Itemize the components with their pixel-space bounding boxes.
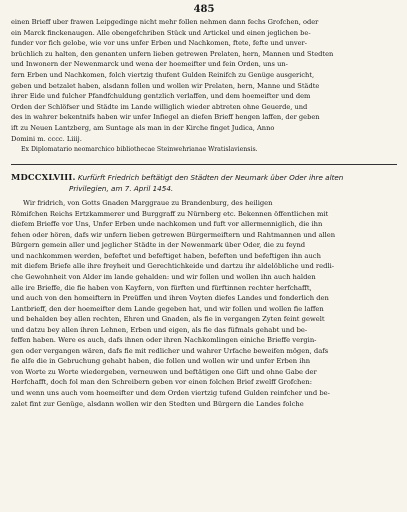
text-line: diefem Brieffe vor Uns, Unfer Erben unde nachkomen und fuft vor allermenniglich, die ihn bbox=[11, 220, 323, 229]
text-line: des in wahrer bekentnifs haben wir unfer Infiegel an diefen Brieff hengen laffen, der geben bbox=[11, 113, 320, 122]
text-line: feffen haben. Were es auch, dafs ihnen oder ihren Nachkomlingen einiche Brieffe vergin- bbox=[11, 336, 317, 345]
document-heading bbox=[11, 172, 397, 183]
text-line: fie alfe die in Gebruchung gehabt haben, die follen und wollen wir und unfer Erben ihn bbox=[11, 357, 311, 366]
text-line: fehen oder hören, dafs wir unfern lieben getrewen Bürgermeiftern und Rahtmannen und allen bbox=[11, 230, 336, 239]
text-line: geben und betzalet haben, alsdann follen und wollen wir Prelaten, hern, Manne und Städte bbox=[11, 81, 320, 90]
text-line: Lantbrieff, den der hoemeifter dem Lande gegeben hat, und wir follen und wollen fie laffen bbox=[11, 304, 324, 313]
text-line: ift zu Neuen Lantzberg, am Suntage als man in der Kirche finget Judica, Anno bbox=[11, 123, 275, 132]
text-line: und datzu bey allen ihren Lehnen, Erben und eigen, als fie das füfmals gehabt und be- bbox=[11, 325, 308, 334]
text-line: Domini m. cccc. Liiij. bbox=[11, 134, 82, 143]
text-line: gen oder vergangen wären, dafs fie mit redlicher und wahrer Urfache beweifen mögen, dafs bbox=[11, 346, 329, 355]
text-line: und Inwonern der Newenmarck und wena der hoemeifter und fein Orden, uns un- bbox=[11, 60, 288, 69]
text-line: brüchlich zu halten, den genanten unfern lieben getrewen Prelaten, hern, Mannen und Stedten bbox=[11, 49, 334, 58]
source-citation: Ex Diplomatario neomarchico bibliothecae Steinwehrianae Wratislaviensis. bbox=[21, 146, 258, 154]
text-line: ihrer Eide und fulcher Pfandfchuldung gentzlich verlaffen, und dem hoemeifter und dem bbox=[11, 92, 311, 101]
text-line: Herfchafft, doch fol man den Schreibern geben vor einen folchen Brief zwelff Grofchen: bbox=[11, 378, 313, 387]
document-title-line1: Kurfürft Friedrich beftätigt den Städten der Neumark über Oder ihre alten bbox=[77, 173, 344, 183]
text-line: und behalden bey allen rechten, Ehren und Gnaden, als fie in vergangen Zyten feint gewelt bbox=[11, 315, 325, 324]
section-divider bbox=[11, 164, 397, 165]
text-line: Wir fridrich, von Gotts Gnaden Marggraue zu Brandenburg, des heiligen bbox=[23, 199, 273, 208]
text-line: Orden der Schlöfser und Städte im Lande williglich wieder abtreten ohne Geuerde, und bbox=[11, 102, 308, 111]
document-title-line2: Privilegien, am 7. April 1454. bbox=[69, 184, 174, 194]
text-line: zalet fint zur Genüge, alsdann wollen wir den Stedten und Bürgern die Landes folche bbox=[11, 399, 304, 408]
charter-text bbox=[11, 198, 397, 409]
text-line: einen Brieff uber frawen Leipgedinge nicht mehr follen nehmen dann fechs Grofchen, oder bbox=[11, 18, 319, 26]
text-line: und auch von den homeiftern in Preüffen und ihren Voyten diefes Landes und fonderlich den bbox=[11, 294, 329, 303]
text-line: che Gewohnheit von Alder im lande gehalden: und wir follen und wollen ihn auch halden bbox=[11, 272, 316, 281]
text-line: alle ire Brieffe, die fie haben von Kayfern, von fürften und fürftinnen rechter herfchafft, bbox=[11, 283, 312, 292]
page-number: 485 bbox=[193, 4, 215, 15]
text-line: und nachkommen werden, befeftet und befeftiget haben, befeften und befeftigen ihn auch bbox=[11, 251, 321, 260]
charter-text-continuation bbox=[11, 17, 397, 144]
text-line: fern Erben und Nachkomen, folch viertzig thufent Gulden Reinifch zu Genüge ausgericht, bbox=[11, 70, 315, 79]
text-line: mit diefem Briefe alle ihre freyheit und Gerechtichkeide und dartzu ihr aldelöbliche und redli- bbox=[11, 262, 335, 271]
text-line: funder vor fich gelobe, wie vor uns unfer Erben und Nachkomen, ftete, fefte und unver- bbox=[11, 39, 307, 48]
text-line: und wenn uns auch vom hoemeifter und dem Orden viertzig tufend Gulden reinfcher und be- bbox=[11, 388, 330, 397]
document-heading-cont bbox=[11, 183, 397, 194]
text-line: Bürgern gemein aller und jeglicher Städte in der Newenmark über Oder, die zu feynd bbox=[11, 241, 306, 250]
text-line: ein Marck finckenaugen. Alle obengefchriben Stück und Artickel und einen jeglichen be- bbox=[11, 28, 311, 37]
text-line: Römifchen Reichs Ertzkammerer und Burggraff zu Nürnberg etc. Bekennen öffentlichen mit bbox=[11, 209, 329, 218]
document-number: MDCCXLVIII. bbox=[11, 172, 76, 183]
text-line: von Worte zu Worte wiedergeben, verneuwen und beftätigen one Gift und ohne Gabe der bbox=[11, 367, 317, 376]
